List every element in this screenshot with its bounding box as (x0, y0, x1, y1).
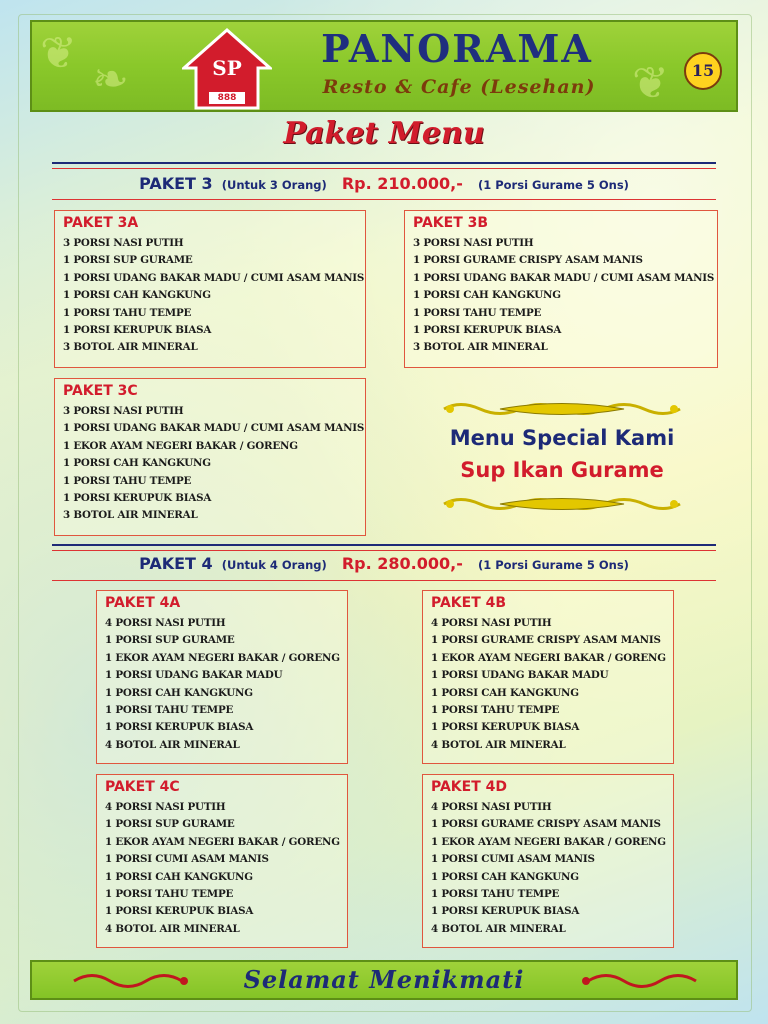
leaf-ornament-icon: ❧ (92, 54, 129, 105)
package-items (105, 799, 339, 938)
footer-text: Selamat Menikmati (243, 965, 525, 994)
list-item: 1 PORSI TAHU TEMPE (431, 704, 560, 717)
list-item: 1 PORSI KERUPUK BIASA (105, 905, 254, 918)
package-box-3a (54, 210, 366, 368)
section-divider (52, 544, 716, 551)
list-item: 1 PORSI SUP GURAME (63, 254, 193, 267)
package-title: PAKET 3A (63, 215, 139, 231)
list-item: 1 PORSI KERUPUK BIASA (63, 492, 212, 505)
list-item: 1 PORSI KERUPUK BIASA (431, 721, 580, 734)
list-item: 4 PORSI NASI PUTIH (105, 801, 226, 813)
package-title: PAKET 4B (431, 595, 507, 611)
special-menu-item: Sup Ikan Gurame (460, 458, 664, 482)
list-item: 1 PORSI KERUPUK BIASA (105, 721, 254, 734)
list-item: 4 PORSI NASI PUTIH (431, 617, 552, 629)
list-item: 4 BOTOL AIR MINERAL (431, 922, 566, 935)
package-items (63, 235, 365, 357)
list-item: 1 EKOR AYAM NEGERI BAKAR / GORENG (431, 651, 666, 664)
leaf-ornament-icon: ❦ (632, 58, 669, 109)
list-item: 1 PORSI TAHU TEMPE (413, 306, 542, 319)
list-item: 1 PORSI CAH KANGKUNG (413, 289, 561, 302)
list-item: 4 PORSI NASI PUTIH (105, 617, 226, 629)
list-item: 1 PORSI CAH KANGKUNG (105, 686, 253, 699)
list-item: 4 BOTOL AIR MINERAL (105, 922, 240, 935)
list-item: 3 BOTOL AIR MINERAL (63, 341, 198, 354)
header-banner (30, 20, 738, 112)
list-item: 3 PORSI NASI PUTIH (413, 237, 534, 249)
logo-number: 888 (217, 93, 237, 103)
paket4-header (52, 554, 716, 573)
list-item: 1 PORSI TAHU TEMPE (63, 306, 192, 319)
list-item: 1 PORSI KERUPUK BIASA (63, 324, 212, 337)
page-title: Paket Menu (283, 116, 485, 151)
brand-subtitle: Resto & Cafe (Lesehan) (322, 76, 596, 98)
list-item: 1 EKOR AYAM NEGERI BAKAR / GORENG (63, 439, 298, 452)
list-item: 1 PORSI SUP GURAME (105, 634, 235, 647)
list-item: 3 PORSI NASI PUTIH (63, 237, 184, 249)
list-item: 1 PORSI SUP GURAME (105, 818, 235, 831)
package-items (431, 615, 665, 754)
list-item: 1 PORSI CUMI ASAM MANIS (431, 853, 595, 866)
list-item: 4 BOTOL AIR MINERAL (105, 738, 240, 751)
list-item: 1 PORSI TAHU TEMPE (431, 888, 560, 901)
list-item: 1 PORSI UDANG BAKAR MADU (105, 669, 283, 682)
package-items (431, 799, 665, 938)
list-item: 1 EKOR AYAM NEGERI BAKAR / GORENG (431, 835, 666, 848)
list-item: 1 PORSI CAH KANGKUNG (431, 686, 579, 699)
package-title: PAKET 3B (413, 215, 489, 231)
list-item: 1 PORSI TAHU TEMPE (63, 474, 192, 487)
package-title: PAKET 4D (431, 779, 508, 795)
list-item: 1 EKOR AYAM NEGERI BAKAR / GORENG (105, 835, 340, 848)
list-item: 3 BOTOL AIR MINERAL (63, 509, 198, 522)
list-item: 1 PORSI UDANG BAKAR MADU / CUMI ASAM MANIS (63, 422, 365, 435)
special-menu-heading: Menu Special Kami (449, 426, 675, 450)
package-box-4b (422, 590, 674, 764)
gold-ornament-icon (440, 495, 684, 513)
list-item: 1 PORSI UDANG BAKAR MADU / CUMI ASAM MANIS (63, 271, 365, 284)
paket3-name: PAKET 3 (139, 174, 213, 193)
package-items (413, 235, 715, 357)
package-title: PAKET 3C (63, 383, 138, 399)
section-underline (52, 199, 716, 200)
package-items (63, 403, 365, 525)
package-title: PAKET 4C (105, 779, 180, 795)
gold-ornament-icon (440, 400, 684, 418)
list-item: 3 BOTOL AIR MINERAL (413, 341, 548, 354)
list-item: 3 PORSI NASI PUTIH (63, 405, 184, 417)
list-item: 1 PORSI GURAME CRISPY ASAM MANIS (431, 634, 661, 647)
red-ornament-icon (578, 970, 698, 992)
package-box-4d (422, 774, 674, 948)
package-box-3b (404, 210, 718, 368)
paket3-note: (1 Porsi Gurame 5 Ons) (477, 178, 629, 192)
list-item: 1 PORSI GURAME CRISPY ASAM MANIS (413, 254, 643, 267)
page-number-badge: 15 (684, 52, 722, 90)
footer-banner (30, 960, 738, 1000)
logo-text: SP (212, 56, 242, 80)
paket3-header (52, 174, 716, 193)
paket4-name: PAKET 4 (139, 554, 213, 573)
list-item: 1 PORSI KERUPUK BIASA (431, 905, 580, 918)
list-item: 1 EKOR AYAM NEGERI BAKAR / GORENG (105, 651, 340, 664)
package-box-4a (96, 590, 348, 764)
list-item: 4 PORSI NASI PUTIH (431, 801, 552, 813)
package-title: PAKET 4A (105, 595, 181, 611)
list-item: 1 PORSI KERUPUK BIASA (413, 324, 562, 337)
paket3-for: (Untuk 3 Orang) (221, 178, 327, 192)
list-item: 1 PORSI TAHU TEMPE (105, 704, 234, 717)
paket4-note: (1 Porsi Gurame 5 Ons) (477, 558, 629, 572)
list-item: 1 PORSI CAH KANGKUNG (105, 870, 253, 883)
brand-name: PANORAMA (321, 26, 593, 71)
package-box-3c (54, 378, 366, 536)
list-item: 1 PORSI GURAME CRISPY ASAM MANIS (431, 818, 661, 831)
section-divider (52, 162, 716, 169)
list-item: 1 PORSI CAH KANGKUNG (63, 289, 211, 302)
list-item: 1 PORSI CUMI ASAM MANIS (105, 853, 269, 866)
paket3-price: Rp. 210.000,- (341, 174, 463, 193)
list-item: 4 BOTOL AIR MINERAL (431, 738, 566, 751)
leaf-ornament-icon: ❦ (40, 28, 77, 79)
list-item: 1 PORSI UDANG BAKAR MADU (431, 669, 609, 682)
paket4-for: (Untuk 4 Orang) (221, 558, 327, 572)
section-underline (52, 580, 716, 581)
paket4-price: Rp. 280.000,- (341, 554, 463, 573)
list-item: 1 PORSI CAH KANGKUNG (431, 870, 579, 883)
package-items (105, 615, 339, 754)
list-item: 1 PORSI TAHU TEMPE (105, 888, 234, 901)
package-box-4c (96, 774, 348, 948)
list-item: 1 PORSI CAH KANGKUNG (63, 457, 211, 470)
list-item: 1 PORSI UDANG BAKAR MADU / CUMI ASAM MANIS (413, 271, 715, 284)
